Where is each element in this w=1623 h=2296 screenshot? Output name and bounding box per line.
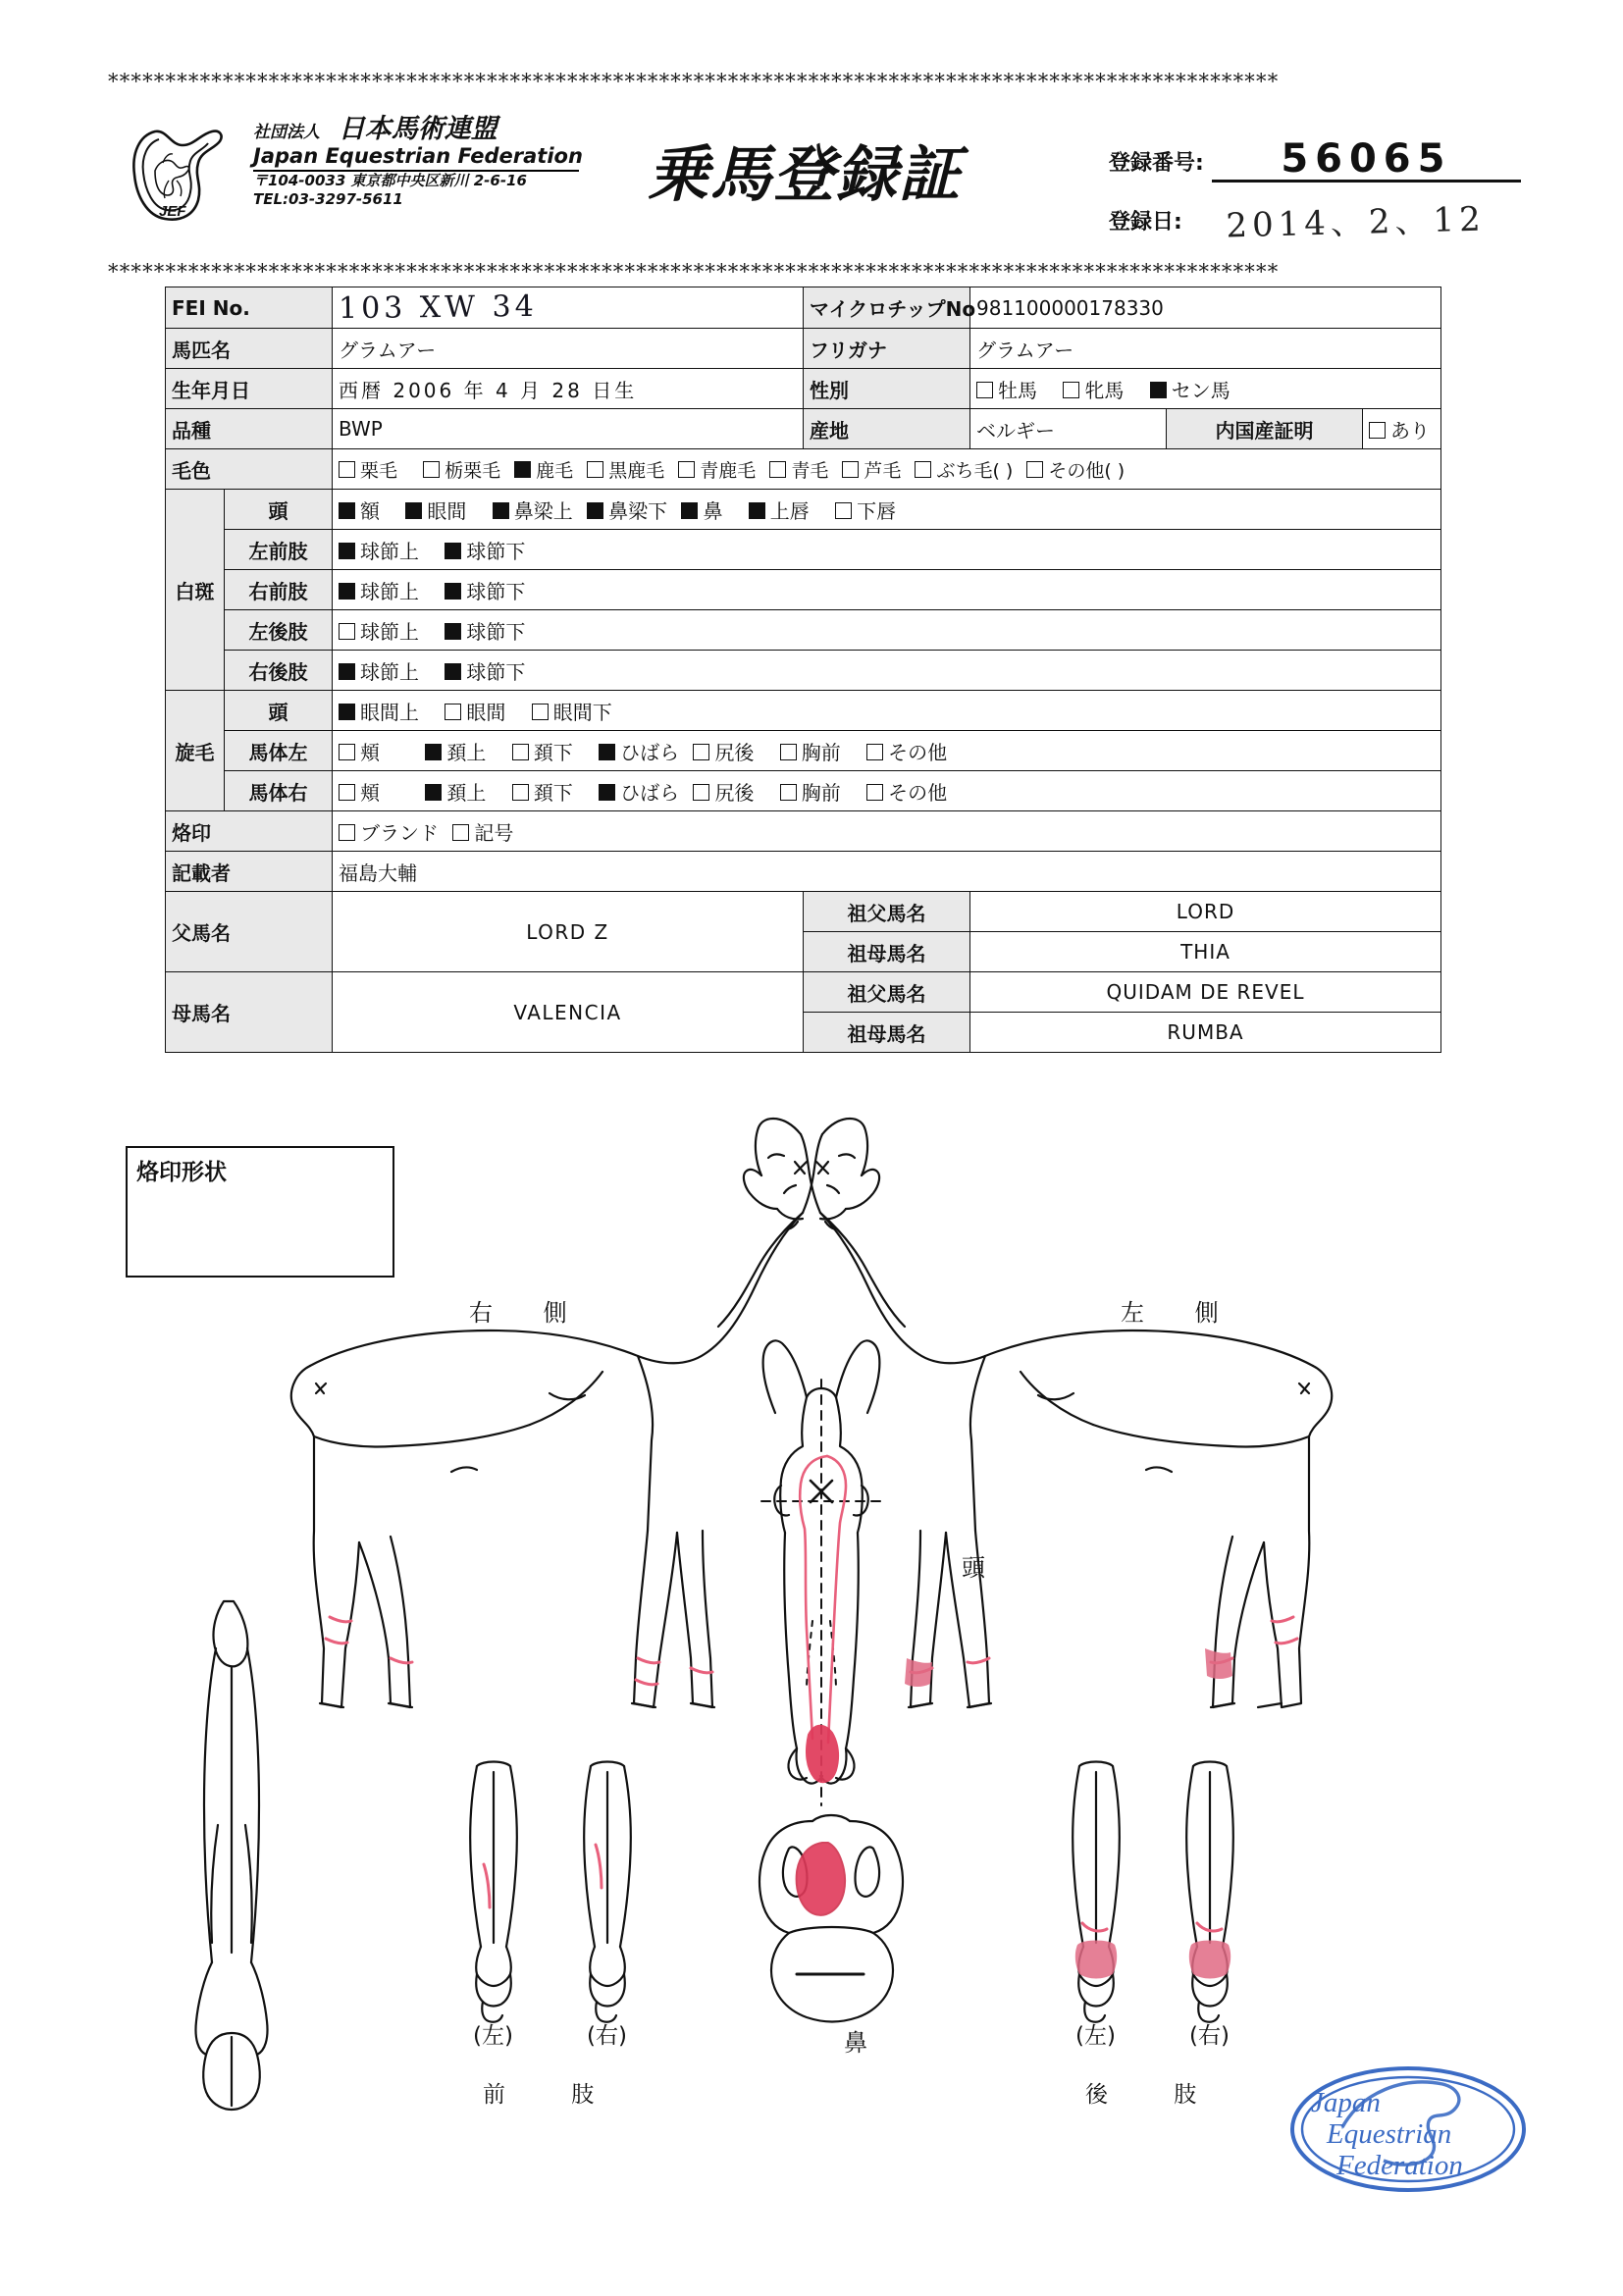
white-option-forehead[interactable]: 額 — [339, 496, 380, 524]
brand-shape-label: 烙印形状 — [136, 1160, 227, 1185]
dam-label: 母馬名 — [166, 972, 333, 1053]
checkbox-between-eyes[interactable] — [405, 502, 422, 519]
brand-option-symbol[interactable]: 記号 — [452, 817, 513, 846]
whorl-part-body-left: 馬体左 — [225, 731, 333, 771]
table-row-recorder — [166, 852, 1441, 892]
table-row-fei — [166, 287, 1441, 329]
table-row-breed — [166, 409, 1441, 449]
whorl-right-flank[interactable]: ひばら — [599, 777, 679, 806]
svg-text:JEF: JEF — [159, 203, 186, 220]
checkbox-brand-symbol[interactable] — [452, 824, 469, 841]
checkbox-lower-lip[interactable] — [835, 502, 852, 519]
coat-option-dark-bay[interactable]: 黒鹿毛 — [587, 456, 664, 483]
furigana-value: グラムアー — [970, 329, 1441, 369]
domestic-certificate-label: 内国産証明 — [1167, 409, 1363, 449]
origin-value: ベルギー — [970, 409, 1167, 449]
white-option-rh-above-fetlock[interactable]: 球節上 — [339, 656, 419, 685]
sire-grandsire-value: LORD — [970, 892, 1441, 932]
org-name-en: Japan Equestrian Federation — [253, 144, 583, 169]
registration-number-field — [1212, 138, 1521, 183]
asterisk-rule-top: ****************************************************************************************************** — [108, 71, 1280, 92]
nose-label: 鼻 — [844, 2029, 867, 2057]
domestic-certificate-option[interactable]: あり — [1363, 409, 1441, 449]
checkbox-rf-above-fetlock[interactable] — [339, 583, 355, 600]
microchip-value: 981100000178330 — [970, 287, 1441, 329]
checkbox-whorl-left-cheek[interactable] — [339, 744, 355, 760]
birth-value: 西暦 2006 年 4 月 28 日生 — [333, 369, 804, 409]
whorl-option-below-eyes[interactable]: 眼間下 — [532, 697, 612, 725]
whorl-left-cheek[interactable]: 頬 — [339, 737, 380, 765]
brand-shape-box — [126, 1146, 394, 1278]
whorl-option-between-eyes[interactable]: 眼間 — [445, 697, 505, 725]
table-row-sire-gs — [166, 892, 1441, 932]
whorl-left-other[interactable]: その他 — [866, 737, 947, 765]
org-telephone: TEL:03-3297-5611 — [253, 190, 403, 209]
org-name-jp: 日本馬術連盟 — [338, 114, 497, 144]
whorl-part-head: 頭 — [225, 691, 333, 731]
white-option-rh-below-fetlock[interactable]: 球節下 — [445, 656, 525, 685]
breed-value: BWP — [333, 409, 804, 449]
checkbox-lh-below-fetlock[interactable] — [445, 623, 461, 640]
whorl-left-lower-neck[interactable]: 頚下 — [512, 737, 573, 765]
asterisk-rule-bottom: ****************************************************************************************************** — [108, 261, 1280, 283]
fei-label: FEI No. — [166, 287, 333, 329]
white-option-lower-lip[interactable]: 下唇 — [835, 496, 896, 524]
checkbox-liver-chestnut[interactable] — [423, 461, 440, 478]
checkbox-whorl-right-rear[interactable] — [693, 784, 709, 801]
table-row-brand — [166, 811, 1441, 852]
checkbox-forehead[interactable] — [339, 502, 355, 519]
checkbox-whorl-left-rear[interactable] — [693, 744, 709, 760]
table-row-white-rf — [166, 570, 1441, 610]
white-option-nose[interactable]: 鼻 — [681, 496, 722, 524]
leg-markings-red — [326, 1617, 1297, 1931]
white-option-lf-above-fetlock[interactable]: 球節上 — [339, 536, 419, 564]
recorder-label: 記載者 — [166, 852, 333, 892]
stamp-line-3: Federation — [1336, 2150, 1463, 2181]
muzzle-marking — [797, 1843, 845, 1915]
coat-label: 毛色 — [166, 449, 333, 490]
whorl-right-cheek[interactable]: 頬 — [339, 777, 380, 806]
breed-label: 品種 — [166, 409, 333, 449]
checkbox-grey[interactable] — [842, 461, 859, 478]
whorl-right-options — [333, 771, 1441, 811]
fei-value: 103 XW 34 — [333, 287, 804, 329]
left-side-label: 左 側 — [1121, 1299, 1240, 1327]
table-row-coat — [166, 449, 1441, 490]
checkbox-whorl-right-lower-neck[interactable] — [512, 784, 529, 801]
checkbox-whorl-left-flank[interactable] — [599, 744, 615, 760]
checkbox-coat-other[interactable] — [1026, 461, 1043, 478]
white-option-rf-above-fetlock[interactable]: 球節上 — [339, 576, 419, 604]
white-option-lf-below-fetlock[interactable]: 球節下 — [445, 536, 525, 564]
front-left-label: (左) — [473, 2023, 513, 2049]
whorl-left-flank[interactable]: ひばら — [599, 737, 679, 765]
brand-options — [333, 811, 1441, 852]
org-legal-form: 社団法人 — [253, 123, 320, 142]
horse-head-front-view — [763, 1340, 880, 1783]
microchip-label: マイクロチップNo — [804, 287, 970, 329]
coat-options — [333, 449, 1441, 490]
whorl-right-rear[interactable]: 尻後 — [693, 777, 754, 806]
checkbox-lower-nasal-bridge[interactable] — [587, 502, 603, 519]
table-row-whorl-head — [166, 691, 1441, 731]
white-part-right-hind: 右後肢 — [225, 651, 333, 691]
white-part-left-fore: 左前肢 — [225, 530, 333, 570]
white-option-upper-nasal-bridge[interactable]: 鼻梁上 — [493, 496, 573, 524]
checkbox-whorl-left-lower-neck[interactable] — [512, 744, 529, 760]
sex-option-gelding[interactable]: セン馬 — [1150, 375, 1230, 403]
table-row-name — [166, 329, 1441, 369]
front-right-label: (右) — [587, 2023, 627, 2049]
checkbox-rh-below-fetlock[interactable] — [445, 663, 461, 680]
white-part-left-hind: 左後肢 — [225, 610, 333, 651]
sex-option-colt[interactable]: 牡馬 — [976, 375, 1037, 403]
dam-value: VALENCIA — [333, 972, 804, 1053]
whorl-label: 旋毛 — [166, 691, 225, 811]
coat-option-spotted[interactable]: ぶち毛( ) — [915, 456, 1013, 483]
dam-granddam-value: RUMBA — [970, 1013, 1441, 1053]
checkbox-mare[interactable] — [1063, 382, 1079, 398]
whorl-left-upper-neck[interactable]: 頚上 — [425, 737, 486, 765]
horse-left-side-view — [744, 1119, 1332, 1707]
horse-name-value: グラムアー — [333, 329, 804, 369]
checkbox-colt[interactable] — [976, 382, 993, 398]
checkbox-upper-lip[interactable] — [749, 502, 765, 519]
white-part-head: 頭 — [225, 490, 333, 530]
whorl-left-chest[interactable]: 胸前 — [780, 737, 841, 765]
checkbox-brown[interactable] — [678, 461, 695, 478]
sire-granddam-value: THIA — [970, 932, 1441, 972]
brand-option-brand[interactable]: ブランド — [339, 817, 439, 846]
sex-options — [970, 369, 1441, 409]
sire-value: LORD Z — [333, 892, 804, 972]
checkbox-whorl-right-upper-neck[interactable] — [425, 784, 442, 801]
checkbox-brand[interactable] — [339, 824, 355, 841]
jef-logo-icon — [126, 120, 236, 230]
whorl-right-chest[interactable]: 胸前 — [780, 777, 841, 806]
furigana-label: フリガナ — [804, 329, 970, 369]
registration-date-value: 2014、2、12 — [1225, 199, 1487, 246]
head-whorl-x — [811, 1481, 832, 1502]
checkbox-dark-bay[interactable] — [587, 461, 603, 478]
checkbox-whorl-left-other[interactable] — [866, 744, 883, 760]
registration-date-label: 登録日: — [1109, 210, 1182, 235]
registration-block — [1109, 131, 1521, 246]
whorl-left-rear[interactable]: 尻後 — [693, 737, 754, 765]
white-option-lower-nasal-bridge[interactable]: 鼻梁下 — [587, 496, 667, 524]
white-right-hind-options — [333, 651, 1441, 691]
checkbox-whorl-between-eyes[interactable] — [445, 704, 461, 720]
head-label: 頭 — [962, 1554, 985, 1582]
whorl-right-lower-neck[interactable]: 頚下 — [512, 777, 573, 806]
page-title: 乗馬登録証 — [647, 138, 962, 210]
hind-right-label: (右) — [1189, 2023, 1230, 2049]
coat-option-grey[interactable]: 芦毛 — [842, 456, 901, 483]
checkbox-whorl-right-chest[interactable] — [780, 784, 797, 801]
org-address: 〒104-0033 東京都中央区新川 2-6-16 — [253, 172, 527, 190]
recorder-value: 福島大輔 — [333, 852, 1441, 892]
whorl-head-options — [333, 691, 1441, 731]
white-markings-label: 白斑 — [166, 490, 225, 691]
head-blaze-outline — [800, 1456, 846, 1743]
checkbox-chestnut[interactable] — [339, 461, 355, 478]
sire-label: 父馬名 — [166, 892, 333, 972]
checkbox-rf-below-fetlock[interactable] — [445, 583, 461, 600]
hind-left-label: (左) — [1075, 2023, 1116, 2049]
checkbox-whorl-left-upper-neck[interactable] — [425, 744, 442, 760]
checkbox-gelding[interactable] — [1150, 382, 1167, 398]
right-side-label: 右 側 — [469, 1299, 589, 1327]
header — [108, 114, 1515, 246]
hind-limbs-view — [1073, 1762, 1233, 2022]
organization-block — [253, 116, 606, 209]
origin-label: 産地 — [804, 409, 970, 449]
checkbox-domestic[interactable] — [1369, 422, 1386, 439]
brand-label: 烙印 — [166, 811, 333, 852]
jef-approval-stamp — [1285, 2051, 1531, 2208]
table-row-birth — [166, 369, 1441, 409]
table-row-whorl-right — [166, 771, 1441, 811]
birth-label: 生年月日 — [166, 369, 333, 409]
horse-rear-view — [195, 1601, 267, 2110]
stamp-line-2: Equestrian — [1327, 2118, 1452, 2150]
coat-option-brown[interactable]: 青鹿毛 — [678, 456, 756, 483]
table-row-white-head — [166, 490, 1441, 530]
white-option-lh-below-fetlock[interactable]: 球節下 — [445, 616, 525, 645]
table-row-white-lh — [166, 610, 1441, 651]
whorl-option-above-eyes[interactable]: 眼間上 — [339, 697, 419, 725]
table-row-whorl-left — [166, 731, 1441, 771]
checkbox-black[interactable] — [769, 461, 786, 478]
hoof-markings-red — [905, 1648, 1232, 1979]
checkbox-whorl-below-eyes[interactable] — [532, 704, 549, 720]
head-muzzle-marking — [807, 1726, 838, 1782]
coat-option-black[interactable]: 青毛 — [769, 456, 828, 483]
checkbox-bay[interactable] — [514, 461, 531, 478]
white-option-rf-below-fetlock[interactable]: 球節下 — [445, 576, 525, 604]
muzzle-close-up-view — [759, 1815, 903, 2022]
whorl-left-options — [333, 731, 1441, 771]
dam-grandsire-label: 祖父馬名 — [804, 972, 970, 1013]
checkbox-whorl-left-chest[interactable] — [780, 744, 797, 760]
coat-option-other[interactable]: その他( ) — [1026, 456, 1125, 483]
checkbox-lh-above-fetlock[interactable] — [339, 623, 355, 640]
sire-granddam-label: 祖母馬名 — [804, 932, 970, 972]
coat-option-chestnut[interactable]: 栗毛 — [339, 456, 397, 483]
white-option-upper-lip[interactable]: 上唇 — [749, 496, 810, 524]
checkbox-spotted[interactable] — [915, 461, 931, 478]
hind-limb-label: 後 肢 — [1085, 2082, 1227, 2108]
coat-option-liver-chestnut[interactable]: 栃栗毛 — [423, 456, 500, 483]
table-row-white-lf — [166, 530, 1441, 570]
whorl-right-other[interactable]: その他 — [866, 777, 947, 806]
white-right-fore-options — [333, 570, 1441, 610]
checkbox-upper-nasal-bridge[interactable] — [493, 502, 509, 519]
whorl-right-upper-neck[interactable]: 頚上 — [425, 777, 486, 806]
horse-data-table — [165, 287, 1441, 1053]
front-limbs-view — [470, 1762, 631, 2022]
table-row-white-rh — [166, 651, 1441, 691]
white-option-lh-above-fetlock[interactable]: 球節上 — [339, 616, 419, 645]
checkbox-whorl-right-flank[interactable] — [599, 784, 615, 801]
white-left-hind-options — [333, 610, 1441, 651]
stamp-line-1: Japan — [1311, 2087, 1381, 2118]
white-part-right-fore: 右前肢 — [225, 570, 333, 610]
white-left-fore-options — [333, 530, 1441, 570]
horse-name-label: 馬匹名 — [166, 329, 333, 369]
registration-number-label: 登録番号: — [1109, 151, 1204, 176]
coat-option-bay[interactable]: 鹿毛 — [514, 456, 573, 483]
registration-number-value: 56065 — [1281, 136, 1452, 182]
sire-grandsire-label: 祖父馬名 — [804, 892, 970, 932]
checkbox-whorl-right-other[interactable] — [866, 784, 883, 801]
checkbox-whorl-above-eyes[interactable] — [339, 704, 355, 720]
front-limb-label: 前 肢 — [483, 2082, 624, 2108]
checkbox-lf-below-fetlock[interactable] — [445, 543, 461, 559]
sex-label: 性別 — [804, 369, 970, 409]
checkbox-lf-above-fetlock[interactable] — [339, 543, 355, 559]
checkbox-whorl-right-cheek[interactable] — [339, 784, 355, 801]
dam-granddam-label: 祖母馬名 — [804, 1013, 970, 1053]
whorl-part-body-right: 馬体右 — [225, 771, 333, 811]
checkbox-rh-above-fetlock[interactable] — [339, 663, 355, 680]
sex-option-mare[interactable]: 牝馬 — [1063, 375, 1124, 403]
white-head-options — [333, 490, 1441, 530]
table-row-dam-gs — [166, 972, 1441, 1013]
dam-grandsire-value: QUIDAM DE REVEL — [970, 972, 1441, 1013]
checkbox-nose[interactable] — [681, 502, 698, 519]
white-option-between-eyes[interactable]: 眼間 — [405, 496, 466, 524]
